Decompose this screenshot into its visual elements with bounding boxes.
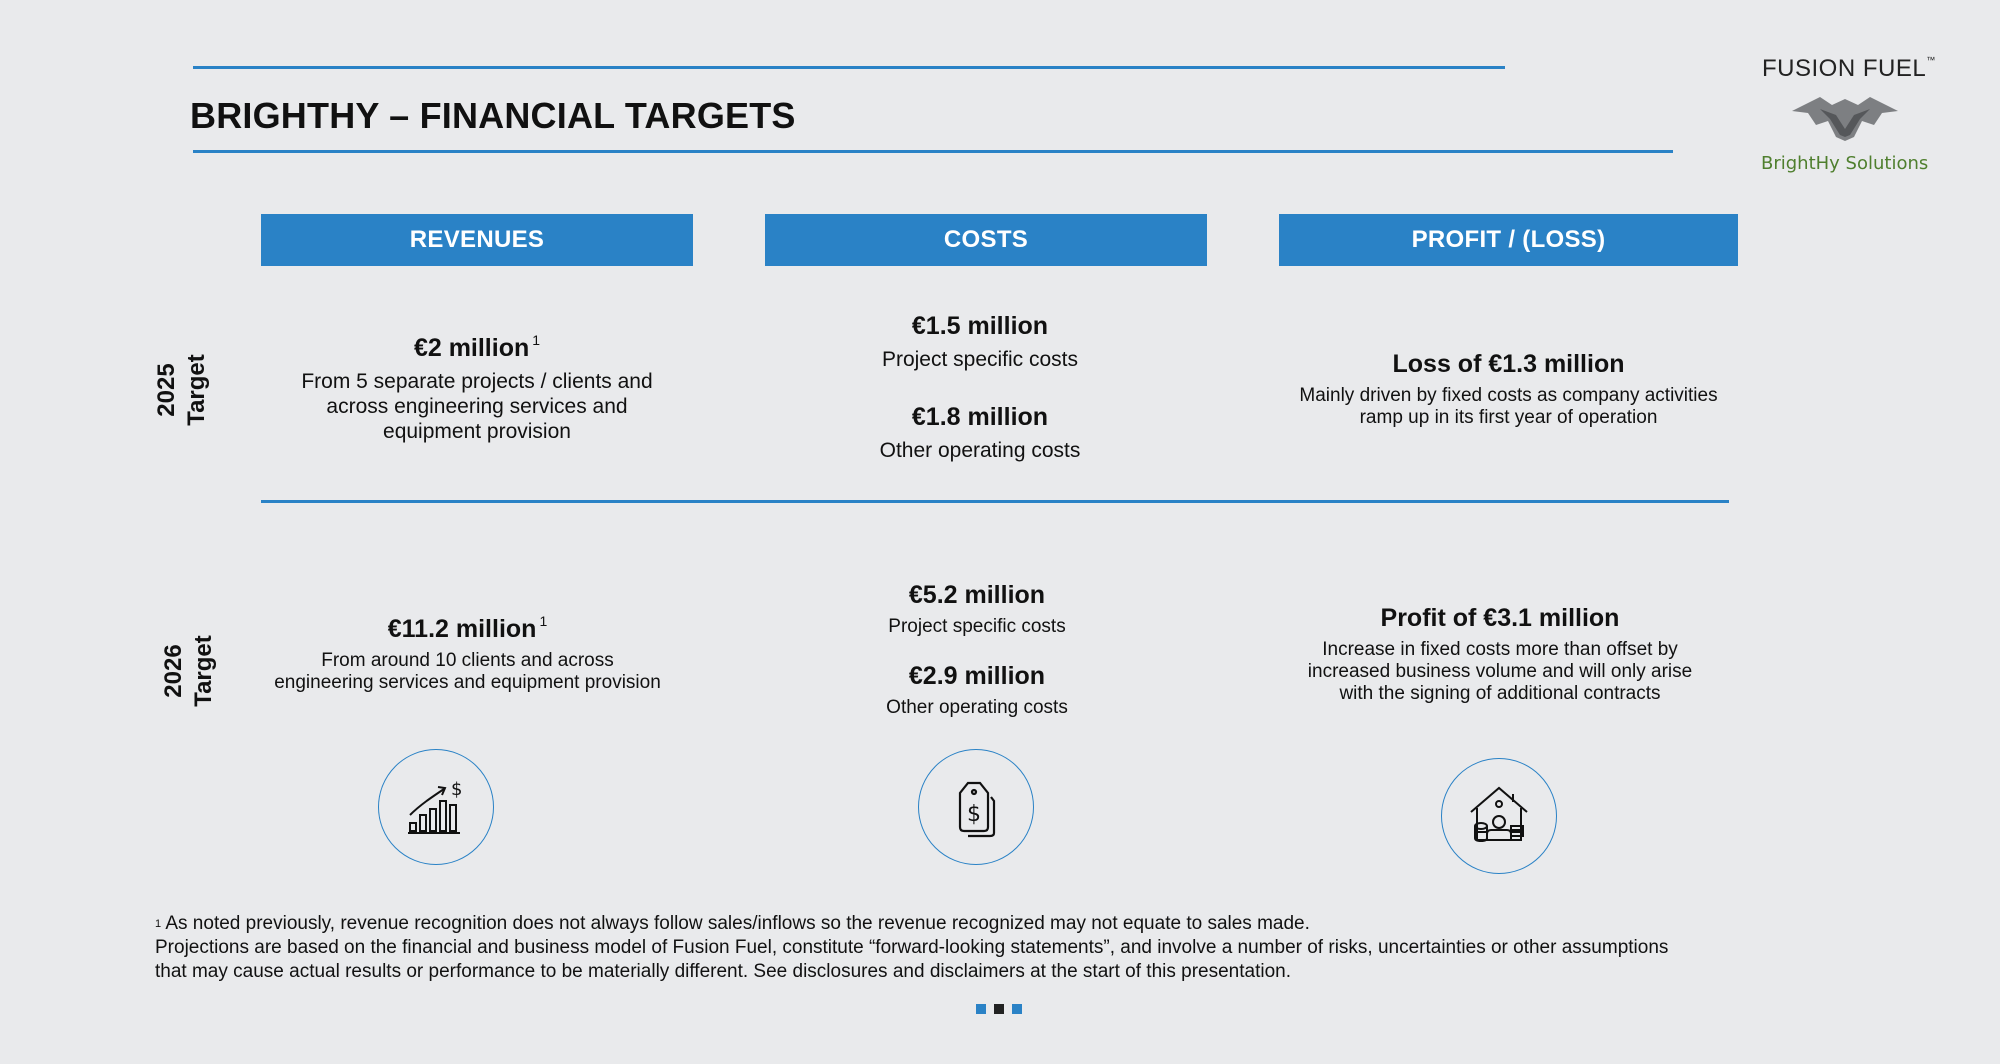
revenue-icon-badge: [378, 749, 494, 865]
fusion-fuel-logo: [1740, 55, 1960, 180]
indicator-dot: [976, 1004, 986, 1014]
logo-brand: FUSION FUEL™: [1762, 55, 1936, 82]
cost2-2025-value: €1.8 million: [911, 403, 1049, 431]
price-tag-dollar-icon: [944, 775, 1008, 839]
costs-2026: [827, 581, 1127, 719]
cost1-2026-label: Project specific costs: [888, 616, 1066, 637]
cost1-2025-value: €1.5 million: [911, 312, 1049, 340]
row-target-2025: Target: [183, 354, 210, 426]
svg-text:$: $: [967, 802, 981, 827]
revenue-2025: [261, 334, 693, 444]
title-bottom-rule: [193, 150, 1673, 153]
profit-2026: [1270, 604, 1730, 705]
logo-subtitle: BrightHy Solutions: [1761, 153, 1929, 174]
row-target-2026: Target: [190, 635, 217, 707]
logo-emblem-icon: [1790, 91, 1900, 145]
revenue-2026-value: €11.2 million $^1$: [387, 613, 548, 643]
indicator-dot: [1012, 1004, 1022, 1014]
row-divider: [261, 500, 1729, 503]
row-year-2025: 2025: [153, 363, 180, 417]
header-costs: COSTS: [765, 214, 1207, 266]
house-coins-icon: [1465, 782, 1533, 850]
revenue-2025-value: €2 million $^1$: [413, 332, 541, 362]
header-profit-loss: PROFIT / (LOSS): [1279, 214, 1738, 266]
footnote-line-1: $^1$ As noted previously, revenue recognition does not always follow sales/inflows so the revenue recognized may not equate to sales made.: [155, 913, 1310, 934]
footnote-line-3: that may cause actual results or performance to be materially different. See disclosures and disclaimers at the start of this presentation.: [155, 961, 1291, 982]
title-top-rule: [193, 66, 1505, 69]
costs-2025: [830, 312, 1130, 463]
profit-2026-desc: Increase in fixed costs more than offset by increased business volume and will only arise with the signing of additional contracts: [1307, 639, 1693, 704]
growth-chart-dollar-icon: [404, 775, 468, 839]
profit-2026-value: Profit of €3.1 million: [1380, 604, 1620, 632]
footnote: [155, 912, 1955, 984]
row-label-2026: [159, 591, 219, 751]
revenue-2026-desc: From around 10 clients and across engineering services and equipment provision: [274, 650, 661, 693]
footnote-line-2: Projections are based on the financial and business model of Fusion Fuel, constitute “forward-looking statements”, and involve a number of risks, uncertainties or other assumptions: [155, 937, 1669, 958]
cost2-2025-label: Other operating costs: [879, 439, 1081, 462]
cost1-2026-value: €5.2 million: [908, 581, 1046, 609]
svg-text:$: $: [451, 779, 463, 800]
revenue-2025-desc: From 5 separate projects / clients and across engineering services and equipment provision: [301, 370, 653, 443]
cost1-2025-label: Project specific costs: [881, 348, 1079, 371]
profit-2025-desc: Mainly driven by fixed costs as company activities ramp up in its first year of operation: [1299, 385, 1718, 428]
row-label-2025: [152, 310, 212, 470]
indicator-dot: [994, 1004, 1004, 1014]
profit-2025-value: Loss of €1.3 million: [1392, 350, 1625, 378]
profit-icon-badge: [1441, 758, 1557, 874]
cost2-2026-value: €2.9 million: [908, 662, 1046, 690]
profit-2025: [1279, 350, 1738, 429]
cost2-2026-label: Other operating costs: [886, 697, 1068, 718]
page-title: BRIGHTHY – FINANCIAL TARGETS: [190, 95, 796, 136]
row-year-2026: 2026: [160, 644, 187, 698]
header-revenues: REVENUES: [261, 214, 693, 266]
page-indicator: [976, 1004, 1022, 1014]
revenue-2026: [250, 615, 685, 694]
costs-icon-badge: [918, 749, 1034, 865]
